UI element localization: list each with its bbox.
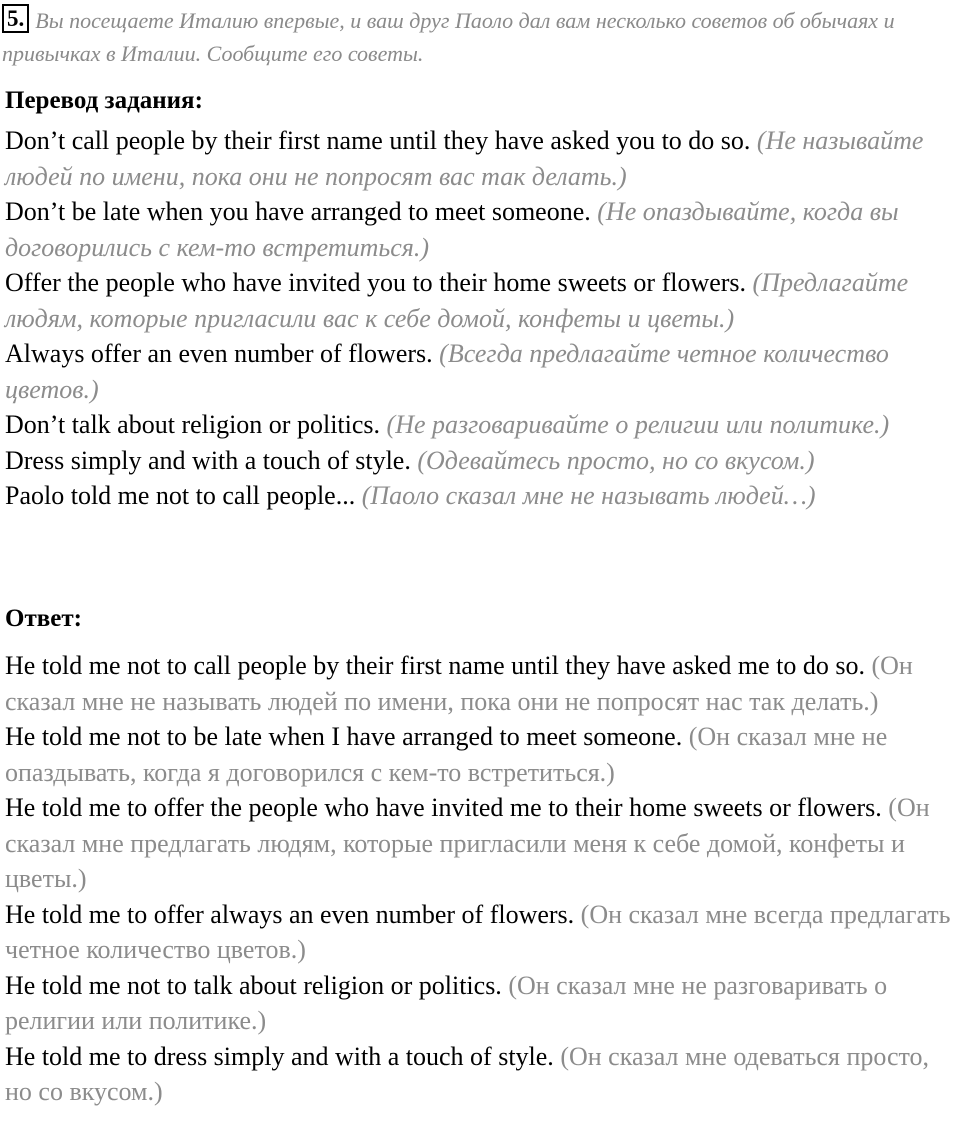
translation-item <box>5 478 960 514</box>
english-sentence: He told me to dress simply and with a touch of style. <box>5 1041 554 1071</box>
translation-item <box>5 443 960 479</box>
english-sentence: Paolo told me not to call people... <box>5 481 356 510</box>
answer-heading: Ответ: <box>5 605 82 632</box>
translation-list <box>5 123 960 514</box>
english-sentence: Don’t call people by their first name until they have asked you to do so. <box>5 126 751 155</box>
task-header <box>2 4 952 70</box>
russian-translation: (Одевайтесь просто, но со вкусом.) <box>417 445 815 475</box>
russian-translation: (Не разговаривайте о религии или политике.) <box>386 410 890 439</box>
russian-translation: (Не называйте людей по имени, пока они не попросят вас так делать.) <box>5 126 924 191</box>
translation-item <box>5 407 960 443</box>
translation-heading: Перевод задания: <box>5 87 203 114</box>
russian-translation: (Предлагайте людям, которые пригласили вас к себе домой, конфеты и цветы.) <box>5 268 909 333</box>
russian-translation: (Не опаздывайте, когда вы договорились с кем-то встретиться.) <box>5 197 899 262</box>
english-sentence: He told me not to talk about religion or politics. <box>5 970 502 1000</box>
russian-translation: (Он сказал мне не разговаривать о религии или политике.) <box>5 970 888 1035</box>
english-sentence: Don’t be late when you have arranged to meet someone. <box>5 197 591 226</box>
russian-translation: (Паоло сказал мне не называть людей…) <box>361 481 816 510</box>
russian-translation: (Он сказал мне не называть людей по имени, пока они не попросят нас так делать.) <box>5 651 913 716</box>
english-sentence: He told me to offer always an even number of flowers. <box>5 899 575 929</box>
answer-item <box>5 1039 960 1110</box>
answer-item <box>5 897 960 968</box>
russian-translation: (Он сказал мне предлагать людям, которые пригласили меня к себе домой, конфеты и цветы.) <box>5 793 930 893</box>
translation-item <box>5 265 960 336</box>
english-sentence: Dress simply and with a touch of style. <box>5 445 411 475</box>
english-sentence: He told me not to call people by their first name until they have asked me to do so. <box>5 651 865 680</box>
answer-list <box>5 648 960 1110</box>
answer-item <box>5 648 960 719</box>
translation-item <box>5 194 960 265</box>
english-sentence: Offer the people who have invited you to their home sweets or flowers. <box>5 268 747 297</box>
task-number: 5. <box>2 4 29 33</box>
english-sentence: Don’t talk about religion or politics. <box>5 410 381 439</box>
russian-translation: (Всегда предлагайте четное количество цветов.) <box>5 339 889 404</box>
translation-item <box>5 123 960 194</box>
translation-item <box>5 336 960 407</box>
answer-item <box>5 719 960 790</box>
task-instruction: Вы посещаете Италию впервые, и ваш друг Паоло дал вам несколько советов об обычаях и привычках в Италии. Сообщите его советы. <box>2 8 895 66</box>
russian-translation: (Он сказал мне не опаздывать, когда я договорился с кем-то встретиться.) <box>5 722 888 787</box>
russian-translation: (Он сказал мне одеваться просто, но со вкусом.) <box>5 1041 930 1106</box>
answer-item <box>5 790 960 897</box>
english-sentence: Always offer an even number of flowers. <box>5 339 433 368</box>
answer-item <box>5 968 960 1039</box>
english-sentence: He told me not to be late when I have arranged to meet someone. <box>5 722 683 751</box>
russian-translation: (Он сказал мне всегда предлагать четное количество цветов.) <box>5 899 951 964</box>
english-sentence: He told me to offer the people who have invited me to their home sweets or flowers. <box>5 793 882 822</box>
